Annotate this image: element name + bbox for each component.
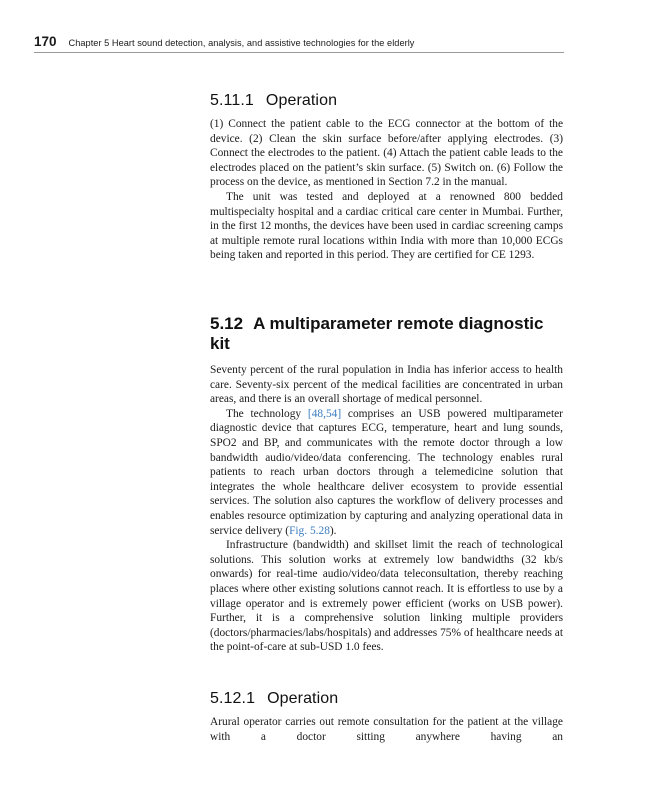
section-5-12-1 <box>210 690 563 744</box>
section-number: 5.11.1 <box>210 92 254 109</box>
running-head <box>34 34 564 49</box>
section-title: A multiparameter remote diagnostic kit <box>210 314 544 353</box>
citation-link[interactable]: [48,54] <box>307 407 342 420</box>
section-5-11-1 <box>210 92 563 263</box>
paragraph: Arural operator carries out remote consultation for the patient at the village with a doctor sitting anywhere having an <box>210 716 563 743</box>
section-5-12 <box>210 314 563 655</box>
page-number: 170 <box>34 34 57 49</box>
section-title: Operation <box>265 92 338 109</box>
section-heading <box>210 690 563 708</box>
section-heading <box>210 314 563 354</box>
paragraph: Seventy percent of the rural population in India has inferior access to health care. Seventy-six percent of the medical facilities are concentrated in urban areas, and there is an overall shortage of medical personnel. <box>210 364 563 406</box>
header-rule <box>34 52 564 53</box>
paragraph: (1) Connect the patient cable to the ECG connector at the bottom of the device. (2) Clean the skin surface before/after applying electrodes. (3) Connect the electrodes to the patient. (4) Attach the patient cable leads to the electrodes placed on the patient’s skin surface. (5) Switch on. (6) Follow the process on the device, as mentioned in Section 7.2 in the manual. <box>210 118 563 189</box>
section-number: 5.12.1 <box>210 690 256 707</box>
figure-link[interactable]: Fig. 5.28 <box>289 524 330 537</box>
section-heading <box>210 92 563 110</box>
section-title: Operation <box>267 690 339 707</box>
paragraph: Infrastructure (bandwidth) and skillset limit the reach of technological solutions. This solution works at extremely low bandwidths (32 kb/s onwards) for real-time audio/video/data teleconsultation, thereby reaching places where other existing solutions cannot reach. It is effortless to use by a village operator and is extremely power efficient (works on USB power). Further, it is a comprehensive solution linking multiple providers (doctors/pharmacies/labs/hospitals) and addresses 75% of healthcare needs at the point-of-care at sub-USD 1.0 fees. <box>210 539 563 654</box>
section-number: 5.12 <box>210 314 244 333</box>
paragraph: The technology [48,54] comprises an USB powered multiparameter diagnostic device that captures ECG, temperature, heart and lung sounds, SPO2 and BP, and communicates with the remote doctor through a low bandwidth audio/video/data conferencing. The technology enables rural patients to reach urban doctors through a telemedicine solution that integrates the whole healthcare deliver ecosystem to provide essential services. The solution also captures the workflow of delivery processes and enables resource optimization by capturing and analyzing operational data in service delivery (Fig. 5.28). <box>210 407 563 537</box>
paragraph: The unit was tested and deployed at a renowned 800 bedded multispecialty hospital and a cardiac critical care center in Mumbai. Further, in the first 12 months, the devices have been used in cardiac screening camps at multiple remote rural locations within India with more than 10,000 ECGs being taken and reported in this period. They are certified for CE 1293. <box>210 190 563 262</box>
running-title: Chapter 5 Heart sound detection, analysis, and assistive technologies for the elderly <box>68 38 415 48</box>
